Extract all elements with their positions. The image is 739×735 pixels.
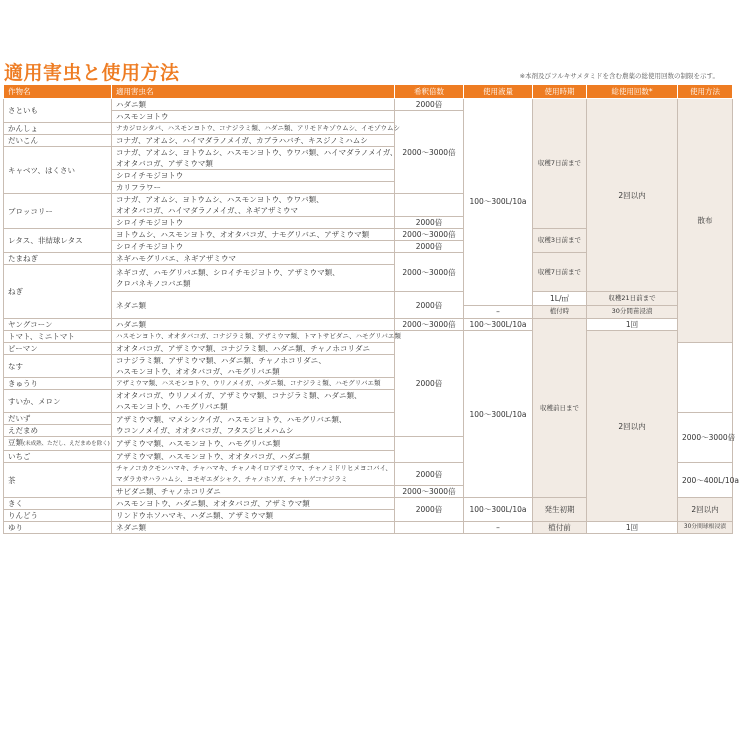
footnote: ※本剤及びフルキサメタミドを含む農薬の総使用回数の制限を示す。 <box>519 72 719 80</box>
pest-cell: ハスモンヨトウ <box>112 111 395 123</box>
crop-cell: さといも <box>4 99 112 123</box>
total-cell: 1回 <box>587 319 678 331</box>
pest-line: ハスモンヨトウ、オオタバコガ、ハモグリバエ類 <box>116 367 280 376</box>
pest-line: ウコンノメイガ、オオタバコガ、フタスジヒメハムシ <box>116 425 294 435</box>
timing-cell: 収穫7日前まで <box>533 99 587 229</box>
volume-cell: 100～300L/10a <box>464 319 533 331</box>
crop-name: 豆類 <box>8 438 23 447</box>
crop-cell: ゆり <box>4 522 112 534</box>
pest-cell: アザミウマ類、ハスモンヨトウ、ハモグリバエ類 <box>112 437 395 451</box>
volume-cell: 100～300L/10a <box>464 498 533 522</box>
dilution-cell: 2000～3000倍 <box>395 319 464 331</box>
usage-table <box>3 84 739 534</box>
pest-line: コナガ、アオムシ、ヨトウムシ、ハスモンヨトウ、ウワバ類、 <box>116 195 324 204</box>
pest-line: クロバネキノコバエ類 <box>116 279 191 288</box>
pest-cell <box>112 463 395 486</box>
pest-cell: ネギハモグリバエ、ネギアザミウマ <box>112 253 395 265</box>
table-header-row <box>4 85 733 99</box>
timing-cell: 発生初期 <box>533 498 587 522</box>
crop-note: (未成熟、ただし、えだまめを除く) <box>23 441 110 447</box>
header-pest: 適用害虫名 <box>112 85 395 99</box>
total-cell: 2回以内 <box>587 331 678 522</box>
timing-cell: 収穫3日前まで <box>533 229 587 253</box>
pest-cell: アザミウマ類、ハスモンヨトウ、オオタバコガ、ハダニ類 <box>112 451 395 463</box>
pest-cell <box>112 355 395 378</box>
timing-cell: 収穫21日前まで <box>587 292 678 306</box>
timing-cell: 植付時 <box>533 305 587 319</box>
pest-cell: ハダニ類 <box>112 319 395 331</box>
dilution-cell: 2000倍 <box>395 463 464 486</box>
pest-cell: ハスモンヨトウ、オオタバコガ、コナジラミ類、アザミウマ類、トマトサビダニ、ハモグリバエ類 <box>112 331 395 343</box>
crop-cell: りんどう <box>4 510 112 522</box>
crop-cell: なす <box>4 355 112 378</box>
pest-line: コナガ、アオムシ、ヨトウムシ、ハスモンヨトウ、ウワバ類、ハイマダラノメイガ、 <box>116 148 398 157</box>
timing-cell: 収穫前日まで <box>533 319 587 498</box>
volume-cell: 100～300L/10a <box>464 99 533 306</box>
timing-cell: 収穫7日前まで <box>533 253 587 292</box>
dilution-cell: 2000～3000倍 <box>678 413 733 463</box>
crop-cell: ブロッコリー <box>4 194 112 229</box>
crop-cell: えだまめ <box>4 425 112 437</box>
pest-cell: オオタバコガ、アザミウマ類、コナジラミ類、ハダニ類、チャノホコリダニ <box>112 343 395 355</box>
crop-cell: だいず <box>4 413 112 425</box>
header-method: 使用方法 <box>678 85 733 99</box>
dilution-cell: 2000～3000倍 <box>395 229 464 241</box>
table-row <box>4 319 733 331</box>
header-timing: 使用時期 <box>533 85 587 99</box>
dilution-cell: 2000倍 <box>395 498 464 522</box>
pest-cell <box>112 390 395 413</box>
pest-cell: シロイチモジヨトウ <box>112 217 395 229</box>
dilution-cell <box>395 522 464 534</box>
table-row <box>4 522 733 534</box>
crop-cell: たまねぎ <box>4 253 112 265</box>
pest-cell <box>112 147 398 170</box>
pest-cell: アザミウマ類、ハスモンヨトウ、ウリノメイガ、ハダニ類、コナジラミ類、ハモグリバエ類 <box>112 378 395 390</box>
total-cell: 2回以内 <box>678 498 733 522</box>
pest-cell: リンドウホソハマキ、ハダニ類、アザミウマ類 <box>112 510 395 522</box>
pest-cell <box>112 265 395 292</box>
dilution-cell: 2000～3000倍 <box>395 253 464 292</box>
total-cell: 2回以内 <box>587 99 678 292</box>
pest-cell: ネダニ類 <box>112 292 395 319</box>
pest-cell: シロイチモジヨトウ <box>112 170 395 182</box>
header-volume: 使用液量 <box>464 85 533 99</box>
pest-line: オオタバコガ、アザミウマ類 <box>116 159 213 168</box>
crop-cell: ピーマン <box>4 343 112 355</box>
header-total: 総使用回数* <box>587 85 678 99</box>
pest-cell: ネダニ類 <box>112 522 395 534</box>
pest-cell: ナカジロシタバ、ハスモンヨトウ、コナジラミ類、ハダニ類、アリモドキゾウムシ、イモゾウムシ <box>112 123 395 135</box>
dilution-cell: 2000～3000倍 <box>395 486 464 498</box>
method-cell: 30分間苗浸漬 <box>587 305 678 319</box>
volume-cell: 1L/㎡ <box>533 292 587 306</box>
timing-cell: 植付前 <box>533 522 587 534</box>
header-crop: 作物名 <box>4 85 112 99</box>
method-cell: 散布 <box>678 99 733 343</box>
pest-cell: ハスモンヨトウ、ハダニ類、オオタバコガ、アザミウマ類 <box>112 498 395 510</box>
pest-line: コナジラミ類、アザミウマ類、ハダニ類、チャノホコリダニ、 <box>116 356 326 365</box>
method-cell: 30分間球根浸漬 <box>678 522 733 534</box>
pest-line: チャノコカクモンハマキ、チャハマキ、チャノキイロアザミウマ、チャノミドリヒメヨコバイ、 <box>116 464 392 472</box>
pest-line: オオタバコガ、ハイマダラノメイガ、、ネギアザミウマ <box>116 206 298 215</box>
crop-cell: だいこん <box>4 135 112 147</box>
pest-line: マダラカサハラハムシ、ヨモギエダシャク、チャノホソガ、チャトゲコナジラミ <box>116 475 348 483</box>
dilution-cell: 2000～3000倍 <box>395 111 464 194</box>
crop-cell: カリフラワー <box>112 182 395 194</box>
crop-cell: ヤングコーン <box>4 319 112 331</box>
crop-cell: 茶 <box>4 463 112 498</box>
pest-cell <box>112 413 395 437</box>
dilution-cell: 2000倍 <box>395 292 464 319</box>
pest-cell: ハダニ類 <box>112 99 395 111</box>
crop-cell <box>4 437 112 451</box>
crop-cell: きく <box>4 498 112 510</box>
crop-cell: すいか、メロン <box>4 390 112 413</box>
crop-cell: レタス、非結球レタス <box>4 229 112 253</box>
pest-cell: ヨトウムシ、ハスモンヨトウ、オオタバコガ、ナモグリバエ、アザミウマ類 <box>112 229 395 241</box>
table-row <box>4 331 733 343</box>
volume-cell: – <box>464 522 533 534</box>
pest-cell: シロイチモジヨトウ <box>112 241 395 253</box>
dilution-cell: 2000倍 <box>395 217 464 229</box>
crop-cell: トマト、ミニトマト <box>4 331 112 343</box>
pest-line: オオタバコガ、ウリノメイガ、アザミウマ類、コナジラミ類、ハダニ類、 <box>116 391 362 400</box>
crop-cell: キャベツ、はくさい <box>4 147 112 194</box>
crop-cell: かんしょ <box>4 123 112 135</box>
crop-cell: いちご <box>4 451 112 463</box>
volume-cell: 100～300L/10a <box>464 331 533 498</box>
volume-cell: 200～400L/10a <box>678 463 733 498</box>
pest-cell: サビダニ類、チャノホコリダニ <box>112 486 395 498</box>
volume-cell: – <box>464 305 533 319</box>
page-title: 適用害虫と使用方法 <box>4 62 180 84</box>
pest-line: ハスモンヨトウ、ハモグリバエ類 <box>116 402 228 411</box>
total-cell: 1回 <box>587 522 678 534</box>
header-dilution: 希釈倍数 <box>395 85 464 99</box>
crop-cell: ねぎ <box>4 265 112 319</box>
pest-line: アザミウマ類、マメシンクイガ、ハスモンヨトウ、ハモグリバエ類、 <box>116 414 347 424</box>
crop-cell: きゅうり <box>4 378 112 390</box>
pest-cell <box>112 194 395 217</box>
table-row <box>4 99 733 111</box>
dilution-cell: 2000倍 <box>395 331 464 437</box>
table-row <box>4 292 733 306</box>
dilution-cell: 2000倍 <box>395 241 464 253</box>
pest-cell: コナガ、アオムシ、ハイマダラノメイガ、カブラハバチ、キスジノミハムシ <box>112 135 395 147</box>
dilution-cell: 2000倍 <box>395 99 464 111</box>
pest-line: ネギコガ、ハモグリバエ類、シロイチモジヨトウ、アザミウマ類、 <box>116 268 340 277</box>
